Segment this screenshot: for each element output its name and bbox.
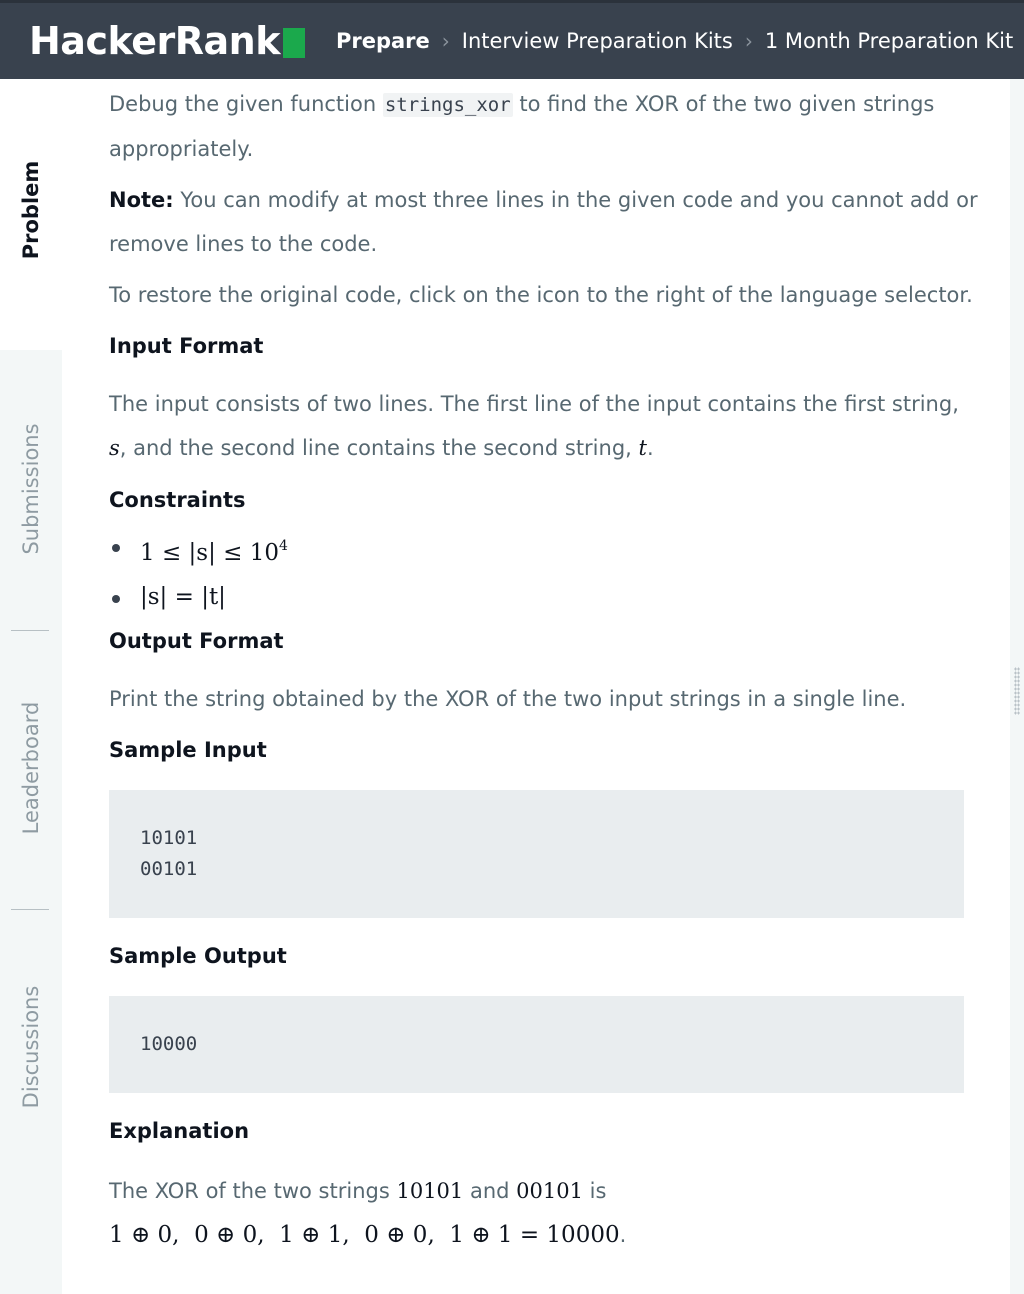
sample-input-heading: Sample Input: [109, 738, 267, 762]
constraint-item: $1 \le |s| \le 10^4$: [109, 524, 979, 575]
tab-divider: [11, 909, 49, 910]
problem-intro: Debug the given function strings_xor to find the XOR of the two given strings appropriately.: [109, 92, 935, 161]
sample-output-heading: Sample Output: [109, 944, 287, 968]
logo-text: HackerRank: [29, 19, 280, 63]
hackerrank-logo[interactable]: [29, 19, 305, 63]
input-format-heading: Input Format: [109, 334, 264, 358]
chevron-right-icon: ›: [441, 29, 450, 53]
function-name-code: strings_xor: [384, 94, 511, 116]
tab-discussions[interactable]: Discussions: [19, 985, 43, 1109]
top-navbar: [0, 0, 1024, 79]
panel-resize-edge: [1010, 79, 1024, 1294]
explanation-heading: Explanation: [109, 1119, 250, 1143]
sample-output-block: [109, 996, 964, 1093]
constraints-list: [109, 524, 979, 619]
chevron-right-icon: ›: [744, 29, 753, 53]
constraint-item: |s| = |t|: [109, 575, 979, 619]
breadcrumb-prepare[interactable]: Prepare: [335, 29, 430, 53]
note-label: Note:: [109, 188, 174, 212]
drag-handle-icon[interactable]: [1014, 667, 1020, 715]
restore-instructions: To restore the original code, click on the icon to the right of the language selector.: [109, 283, 973, 307]
problem-statement: [109, 79, 979, 1257]
vertical-tab-bar: [0, 79, 62, 1294]
problem-note: Note: You can modify at most three lines in the given code and you cannot add or remove lines to the code.: [109, 188, 978, 256]
output-format-heading: Output Format: [109, 629, 284, 653]
explanation-formula: 1 ⊕ 0, 0 ⊕ 0, 1 ⊕ 1, 0 ⊕ 0, 1 ⊕ 1 = 10000: [109, 1222, 620, 1248]
tab-leaderboard[interactable]: Leaderboard: [19, 701, 43, 835]
explanation-text: The XOR of the two strings 10101 and 00101 is 1 ⊕ 0, 0 ⊕ 0, 1 ⊕ 1, 0 ⊕ 0, 1 ⊕ 1 = 10000.: [109, 1179, 627, 1248]
tab-divider: [11, 630, 49, 631]
sample-output-line: 10000: [140, 1033, 198, 1055]
tab-problem[interactable]: Problem: [19, 160, 43, 260]
sample-input-line: 10101: [140, 827, 198, 849]
output-format-text: Print the string obtained by the XOR of the two input strings in a single line.: [109, 687, 907, 711]
breadcrumb-month-kit[interactable]: 1 Month Preparation Kit: [764, 29, 1014, 53]
breadcrumb: [336, 29, 1013, 53]
logo-green-block: [283, 28, 305, 58]
tab-submissions[interactable]: Submissions: [19, 423, 43, 555]
constraints-heading: Constraints: [109, 488, 246, 512]
sample-input-line: 00101: [140, 858, 198, 880]
sample-input-block: [109, 790, 964, 918]
breadcrumb-interview-kits[interactable]: Interview Preparation Kits: [461, 29, 733, 53]
input-format-text: The input consists of two lines. The first line of the input contains the first string, s, and the second line contains the second string, t.: [109, 392, 959, 460]
